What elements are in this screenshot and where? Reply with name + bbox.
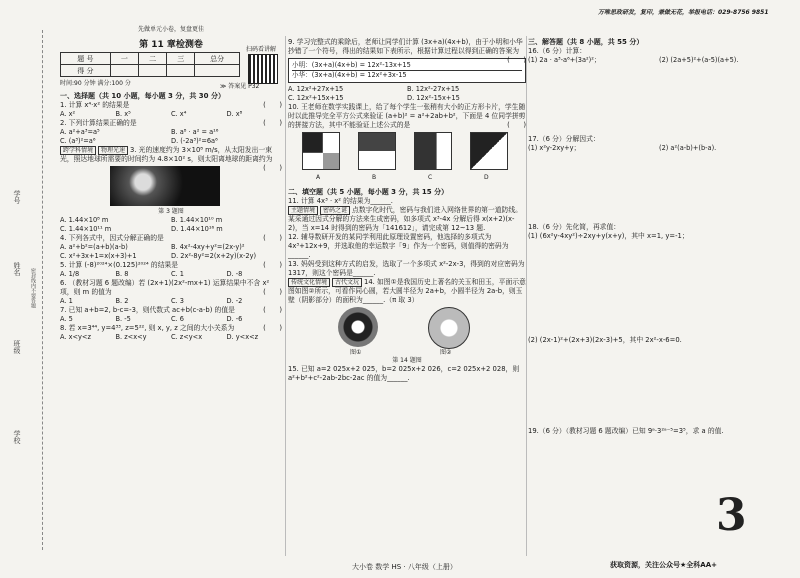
footer-center: 大小卷 数学 HS · 八年级（上册）	[352, 563, 457, 571]
question-4-options	[60, 243, 282, 261]
option[interactable]: D. -6	[226, 315, 243, 323]
top-right-note: 万唯思政研发，复印，兼做无花，举报电话：029-8756 9851	[598, 9, 769, 16]
question-15: 15. 已知 a=2 025x+2 025，b=2 025x+2 026，c=2 025x+2 028，则 a²+b²+c²-2ab-2bc-2ac 的值为______.	[288, 365, 520, 383]
question-14-caption: 第 14 题图	[392, 357, 422, 365]
score-header: 总分	[195, 53, 240, 65]
qr-label: 扫码看讲解	[246, 46, 277, 53]
section-3-heading: 三、解答题（共 8 小题，共 55 分）	[528, 38, 644, 46]
question-6: 6. （教材习题 6 题改编）若 (2x+1)(2x²-mx+1) 运算结果中不含 x² 项，则 m 的值为 ( )	[60, 279, 282, 296]
option[interactable]: D. x⁸	[226, 110, 243, 118]
page-number: 3	[716, 490, 747, 541]
option[interactable]: D. -2	[226, 297, 243, 305]
option[interactable]: C. 1	[171, 270, 184, 278]
question-17: 17.（6 分）分解因式：	[528, 135, 600, 143]
option[interactable]: C. 1.44×10¹¹ m	[60, 225, 112, 233]
column-3	[528, 38, 790, 436]
option[interactable]: D. 1.44×10¹⁶ m	[171, 225, 223, 233]
section-1-heading: 一、选择题（共 10 小题，每小题 3 分，共 30 分）	[60, 92, 225, 100]
question-9-options	[288, 85, 526, 103]
figure-d	[470, 132, 508, 170]
answer-space[interactable]	[528, 241, 790, 336]
question-1-options	[60, 110, 282, 119]
question-3-caption: 第 3 题图	[158, 208, 184, 215]
figure-label: 图②	[440, 349, 452, 357]
option[interactable]: D. (-2a³)²=6a⁶	[171, 137, 218, 145]
column-1	[60, 26, 282, 342]
option[interactable]: A. 12x²+27x+15	[288, 85, 344, 94]
question-2-options	[60, 128, 282, 146]
sub-question: (1) x²y-2xy+y；	[528, 144, 581, 152]
sub-question: (1) 2a · a³-a⁶+(3a²)²；	[528, 56, 601, 64]
question-16-parts	[528, 56, 790, 65]
option[interactable]: C. 3	[171, 297, 184, 305]
option[interactable]: D. 12x²-15x+15	[407, 94, 460, 103]
option[interactable]: B. 1.44×10¹⁰ m	[171, 216, 223, 224]
score-cell[interactable]	[139, 65, 167, 77]
question-4: ( ) 4. 下列各式中，因式分解正确的是	[60, 234, 282, 242]
figure-label: B	[372, 174, 377, 182]
column-divider	[285, 36, 286, 556]
page-title: 第 11 章检测卷	[139, 40, 203, 50]
option[interactable]: A. x²	[60, 110, 76, 118]
time-info: 时间:90 分钟 满分:100 分	[60, 80, 131, 87]
question-10-figures	[288, 130, 526, 188]
sub-question: (2) a²(a-b)+(b-a).	[659, 144, 717, 152]
question-10: 10. 王老师在数学实践课上，给了每个学生一张稍有大小的正方形卡片，学生随时以此推导完全平方公式来验证 (a+b)² = a²+2ab+b²，下面是 4 位同学拼剪的拼接方法，其中不能验证上述公式的是 ( )	[288, 103, 526, 130]
question-3-options	[60, 216, 282, 234]
answer-space[interactable]	[528, 65, 790, 135]
score-row-label: 得 分	[61, 65, 111, 77]
sun-earth-photo	[110, 166, 220, 206]
jade-disc-photo	[338, 307, 378, 347]
question-7-options	[60, 315, 282, 324]
question-9: 9. 学习完整式的乘除后，老师让同学们计算 (3x+a)(4x+b)，由于小明和小华抄错了一个符号，得出的结果如下表所示，根据计算过程以得到正确的答案为 ( )	[288, 38, 526, 64]
binding-label-name: 姓名	[13, 262, 21, 276]
question-18: 18.（6 分）先化简，再求值：	[528, 223, 621, 231]
answer-space[interactable]	[528, 153, 790, 223]
option[interactable]: D. y<x<z	[226, 333, 259, 341]
question-1: ( ) 1. 计算 x⁴·x² 的结果是	[60, 101, 282, 109]
question-14-figures	[288, 305, 526, 357]
sub-question: (1) (6x²y-4xy²)÷2xy+y(x+y)，其中 x=1, y=-1；	[528, 232, 689, 240]
figure-a	[302, 132, 340, 170]
option[interactable]: A. 1.44×10⁸ m	[60, 216, 109, 224]
score-header: 一	[110, 53, 138, 65]
question-5-options	[60, 270, 282, 279]
option[interactable]: D. 2x²-8y²=2(x+2y)(x-2y)	[171, 252, 257, 260]
option[interactable]: C. x⁴	[171, 110, 187, 118]
question-19: 19.（6 分）（教材习题 6 题改编）已知 9ᵃ·3²ᵃ⁻⁵=3⁵，求 a 的值.	[528, 427, 724, 435]
score-header: 二	[139, 53, 167, 65]
question-8-options	[60, 333, 282, 342]
figure-label: A	[316, 174, 321, 182]
option[interactable]: D. -8	[226, 270, 243, 278]
question-11: 11. 计算 4x³ · x² 的结果为______.	[288, 197, 393, 206]
answer-space[interactable]	[528, 345, 790, 427]
binding-label-class: 班级	[13, 340, 21, 354]
question-17-parts	[528, 144, 790, 153]
binding-warning: 密封线内不要答题	[30, 268, 36, 308]
question-5: ( ) 5. 计算 (-8)²⁰²⁴×(0.125)²⁰²⁴ 的结果是	[60, 261, 282, 269]
score-cell[interactable]	[110, 65, 138, 77]
question-6-options	[60, 297, 282, 306]
option[interactable]: A. 5	[60, 315, 73, 323]
score-cell[interactable]	[195, 65, 240, 77]
jade-disc-diagram	[428, 307, 470, 349]
option[interactable]: C. z<y<x	[171, 333, 203, 341]
question-7: ( ) 7. 已知 a+b=2, b-c=-3，则代数式 ac+b(c-a-b) 的值是	[60, 306, 282, 314]
cut-line	[42, 30, 43, 550]
option[interactable]: B. z<x<y	[115, 333, 147, 341]
option[interactable]: C. (a³)²=a⁶	[60, 137, 96, 145]
sub-question: (2) (2a+5)²+(a-5)(a+5).	[659, 56, 739, 64]
figure-label: D	[484, 174, 489, 182]
question-14: 传统文化情境 古代文玩 14. 如图①是我国历史上著名的关玉和田玉，平面示意图如图②所示，可看作同心圆，若大圆半径为 2a+b，小圆半径为 2a-b，则玉壁（阴影部分）的面积为______.（π 取 3）	[288, 278, 526, 305]
top-left-note: 先做单元小卷，复盘更佳	[137, 26, 204, 33]
binding-strip	[0, 0, 58, 578]
sub-question: (2) (2x-1)²+(2x+3)(2x-3)+5，其中 2x²-x-6=0.	[528, 336, 682, 344]
option[interactable]: A. 1/8	[60, 270, 80, 278]
question-16: 16.（6 分）计算：	[528, 47, 587, 55]
option[interactable]: B. a⁸ · a² = a¹⁶	[171, 128, 219, 136]
question-2: ( ) 2. 下列计算结果正确的是	[60, 119, 282, 127]
option[interactable]: C. x²+3x+1=x(x+3)+1	[60, 252, 137, 260]
section-2-heading: 二、填空题（共 5 小题，每小题 3 分，共 15 分）	[288, 188, 449, 197]
option[interactable]: C. 6	[171, 315, 184, 323]
question-9-row: 小华：(3x+a)(4x+b) = 12x²+3x-15	[292, 70, 522, 80]
option[interactable]: A. x<y<z	[60, 333, 91, 341]
binding-label-id: 学号	[13, 190, 21, 204]
score-table	[60, 52, 240, 77]
question-13: 13. 妈妈受到这种方式的启发，选取了一个多项式 x²-2x-3，得到的对应密码为 1317，则这个密码是______.	[288, 260, 525, 278]
binding-label-school: 学校	[13, 430, 21, 444]
option[interactable]: B. 8	[115, 270, 129, 278]
question-9-row: 小明：(3x+a)(4x+b) = 12x²-13x+15	[292, 61, 411, 69]
option[interactable]: B. 2	[115, 297, 129, 305]
score-header: 三	[167, 53, 195, 65]
option[interactable]: B. x⁵	[115, 110, 131, 118]
option[interactable]: B. -5	[115, 315, 131, 323]
option[interactable]: A. a²+a³=a⁵	[60, 128, 100, 136]
figure-b	[358, 132, 396, 170]
qr-code-icon[interactable]	[248, 54, 278, 84]
option[interactable]: B. 4x²-4xy+y²=(2x-y)²	[171, 243, 245, 251]
option[interactable]: C. 12x²+15x+15	[288, 94, 344, 103]
score-header: 题 号	[61, 53, 111, 65]
figure-c	[414, 132, 452, 170]
question-8: ( ) 8. 若 x=3⁴⁴, y=4³³, z=5²², 则 x, y, z 之间的大小关系为	[60, 324, 282, 332]
question-3: 跨学科情境 物理光速 3. 光的速度约为 3×10⁸ m/s，从太阳发出一束光，照达地球所需要的时间约为 4.8×10² s，则太阳离地球的距离约为 ( )	[60, 146, 282, 172]
question-9-table	[288, 58, 526, 83]
score-cell[interactable]	[167, 65, 195, 77]
option[interactable]: A. a²+b²=(a+b)(a-b)	[60, 243, 128, 251]
option[interactable]: B. 12x²-27x+15	[407, 85, 460, 94]
column-divider	[526, 36, 527, 556]
option[interactable]: A. 1	[60, 297, 73, 305]
answer-reference: ≫ 答案见 P32	[220, 83, 260, 90]
question-12: 12. 辅导数研开发的某同学利用此原理设置密码，他选择的多项式为 4x³+12x+9，并选取他的幸运数字「9」作为一个密码，则值得的密码为______.	[288, 233, 509, 260]
figure-label: C	[428, 174, 433, 182]
figure-label: 图①	[350, 349, 362, 357]
footer-right: 获取资源，关注公众号★全科AA+	[610, 561, 717, 569]
question-12-intro: 主题情境 密码之谜 点数字化时代，密码与我们进入网络世界的第一道防线。某采通过因式分解的方法来生成密码，如多项式 x³-4x 分解后得 x(x+2)(x-2)，当 x=14 时得到的密码为「141612」，请完成第 12~13 题.	[288, 206, 522, 233]
column-2	[288, 38, 526, 383]
